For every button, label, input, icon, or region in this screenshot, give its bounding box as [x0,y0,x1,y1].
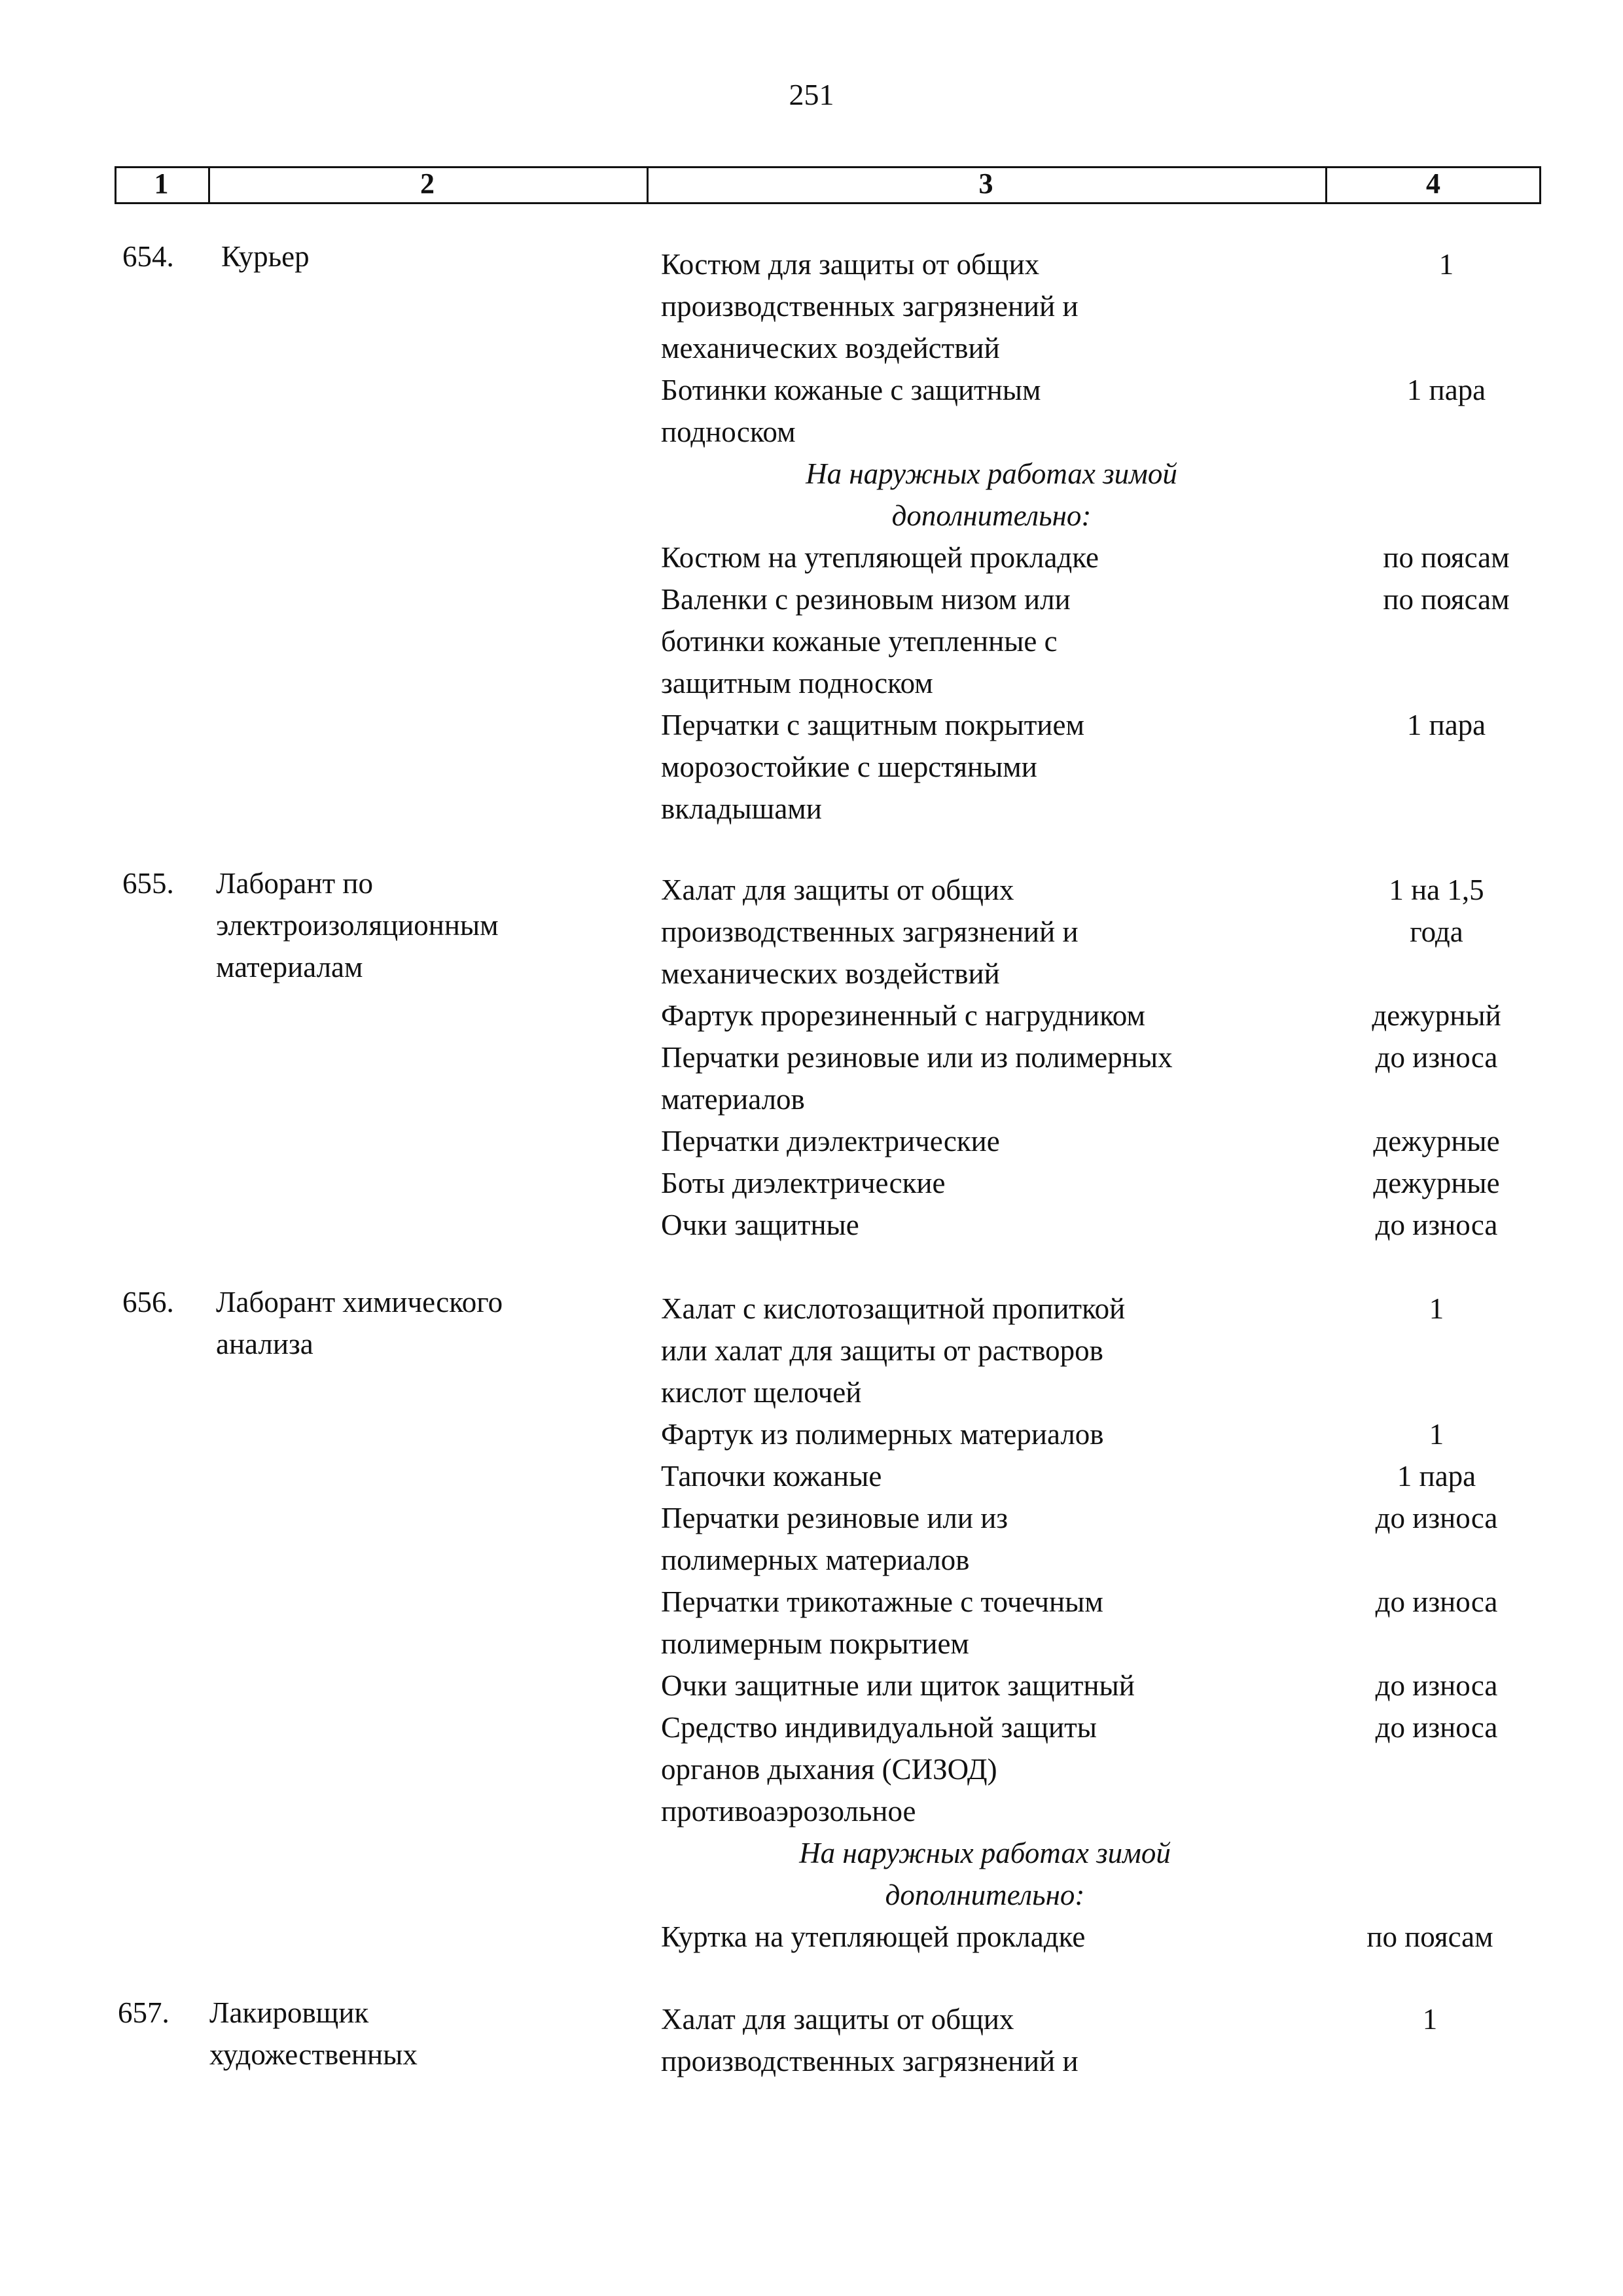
item-name: ботинки кожаные утепленные с [661,625,1058,658]
item-name: Очки защитные [661,1209,859,1241]
item-name: Халат с кислотозащитной пропиткой [661,1292,1126,1325]
item-quantity: дежурный [1372,999,1501,1032]
item-quantity: до износа [1375,1669,1498,1702]
item-quantity: до износа [1375,1209,1498,1241]
item-name: противоаэрозольное [661,1795,916,1828]
item-name: полимерным покрытием [661,1627,969,1660]
item-name: кислот щелочей [661,1376,862,1409]
header-col-3: 3 [978,168,993,200]
item-name: подноском [661,415,796,448]
profession-name: Курьер [221,240,310,273]
item-quantity: до износа [1375,1041,1498,1074]
section-note: дополнительно: [891,499,1092,532]
profession-name: материалам [216,951,363,983]
section-note: На наружных работах зимой [799,1837,1171,1869]
item-quantity: 1 пара [1406,709,1486,741]
item-quantity: по поясам [1383,541,1510,574]
item-quantity: по поясам [1366,1920,1493,1953]
header-col-2: 2 [420,168,435,200]
item-name: полимерных материалов [661,1544,970,1576]
item-name: морозостойкие с шерстяными [661,751,1037,783]
item-name: Халат для защиты от общих [661,2003,1014,2036]
item-name: Перчатки диэлектрические [661,1125,1000,1157]
profession-name: электроизоляционным [216,909,499,942]
item-name: Средство индивидуальной защиты [661,1711,1097,1744]
item-name: вкладышами [661,792,822,825]
profession-name: художественных [209,2038,418,2071]
item-name: Фартук прорезиненный с нагрудником [661,999,1145,1032]
page-number: 251 [789,78,834,111]
profession-name: Лаборант химического [216,1286,503,1318]
item-name: Тапочки кожаные [661,1460,882,1492]
item-name: Халат для защиты от общих [661,874,1014,906]
section-note: дополнительно: [885,1879,1085,1911]
item-name: производственных загрязнений и [661,2045,1079,2077]
item-quantity: 1 пара [1397,1460,1476,1492]
item-name: производственных загрязнений и [661,290,1079,323]
item-name: материалов [661,1083,805,1116]
entry-number: 656. [122,1286,174,1318]
entry-number: 657. [118,1996,169,2029]
profession-name: Лакировщик [209,1996,369,2029]
item-name: Валенки с резиновым низом или [661,583,1071,616]
item-name: Перчатки трикотажные с точечным [661,1585,1103,1618]
item-name: механических воздействий [661,332,1000,364]
item-quantity: 1 пара [1406,374,1486,406]
item-quantity: 1 [1422,2003,1438,2036]
item-quantity: 1 [1429,1292,1444,1325]
item-quantity: дежурные [1373,1125,1500,1157]
header-col-4: 4 [1426,168,1440,200]
item-quantity: 1 [1438,248,1454,281]
entry-number: 654. [122,240,174,273]
item-name: Костюм для защиты от общих [661,248,1040,281]
item-quantity: до износа [1375,1585,1498,1618]
profession-name: анализа [216,1328,313,1360]
item-quantity: дежурные [1373,1167,1500,1199]
item-name: Боты диэлектрические [661,1167,946,1199]
item-name: Костюм на утепляющей прокладке [661,541,1099,574]
section-note: На наружных работах зимой [806,457,1177,490]
item-name: органов дыхания (СИЗОД) [661,1753,997,1786]
item-name: или халат для защиты от растворов [661,1334,1103,1367]
item-name: защитным подноском [661,667,933,699]
item-quantity: до износа [1375,1711,1498,1744]
item-name: Перчатки резиновые или из полимерных [661,1041,1173,1074]
item-quantity: по поясам [1383,583,1510,616]
item-name: Очки защитные или щиток защитный [661,1669,1135,1702]
item-quantity: года [1410,915,1463,948]
item-name: Куртка на утепляющей прокладке [661,1920,1086,1953]
profession-name: Лаборант по [216,867,373,900]
item-name: Ботинки кожаные с защитным [661,374,1041,406]
item-name: производственных загрязнений и [661,915,1079,948]
entry-number: 655. [122,867,174,900]
item-quantity: 1 [1429,1418,1444,1451]
item-name: Перчатки с защитным покрытием [661,709,1084,741]
item-quantity: 1 на 1,5 [1389,874,1484,906]
item-name: Перчатки резиновые или из [661,1502,1008,1534]
item-name: механических воздействий [661,957,1000,990]
item-quantity: до износа [1375,1502,1498,1534]
header-col-1: 1 [154,168,169,200]
item-name: Фартук из полимерных материалов [661,1418,1104,1451]
